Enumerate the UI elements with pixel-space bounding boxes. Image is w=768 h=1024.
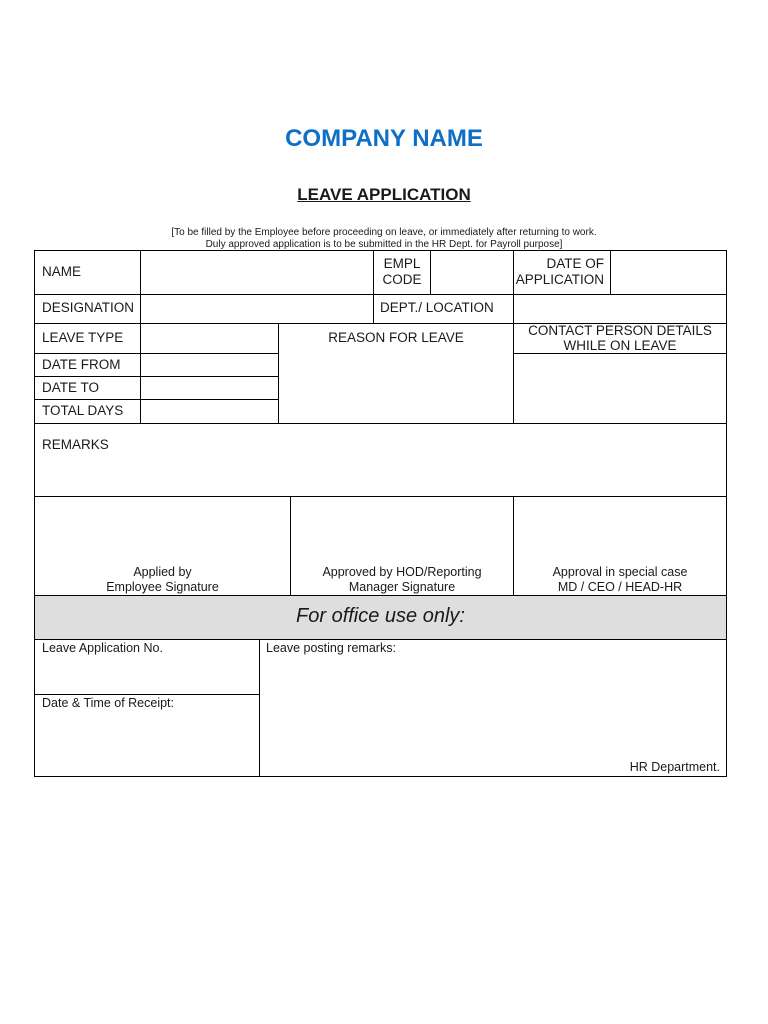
total-days-field[interactable] [141,400,278,423]
form-title: LEAVE APPLICATION [297,185,471,204]
date-of-application-field[interactable] [611,251,726,294]
designation-label: DESIGNATION [42,300,135,315]
name-field[interactable] [141,251,373,294]
total-days-label: TOTAL DAYS [42,403,124,418]
date-of-application-label-line1: DATE OF [546,256,604,271]
empl-code-field[interactable] [431,251,513,294]
office-use-heading: For office use only: [296,605,465,627]
special-approval-roles-label: MD / CEO / HEAD-HR [557,580,683,594]
empl-code-label-line1: EMPL [383,256,421,271]
remarks-label: REMARKS [42,437,109,452]
instruction-note-line2: Duly approved application is to be submitted in the HR Dept. for Payroll purpose] [205,239,563,250]
employee-signature-label: Employee Signature [106,580,219,594]
leave-posting-remarks-label: Leave posting remarks: [266,641,396,655]
contact-person-label-line1: CONTACT PERSON DETAILS [528,323,712,338]
leave-type-label: LEAVE TYPE [42,330,124,345]
instruction-note-line1: [To be filled by the Employee before proceeding on leave, or immediately after returning to work. [171,227,597,238]
approved-by-label: Approved by HOD/Reporting [322,565,482,579]
special-approval-label: Approval in special case [552,565,688,579]
leave-application-no-field[interactable] [35,658,259,694]
designation-field[interactable] [141,295,373,323]
empl-code-label-line2: CODE [382,272,422,287]
contact-person-field[interactable] [514,354,726,423]
leave-posting-remarks-field[interactable] [260,658,726,754]
date-to-field[interactable] [141,377,278,399]
date-time-receipt-label: Date & Time of Receipt: [42,696,175,710]
name-label: NAME [42,264,82,279]
reason-for-leave-label: REASON FOR LEAVE [328,330,464,345]
date-to-label: DATE TO [42,380,100,395]
date-from-field[interactable] [141,354,278,376]
leave-type-field[interactable] [141,324,278,353]
date-time-receipt-field[interactable] [35,712,259,776]
dept-location-label: DEPT./ LOCATION [380,300,494,315]
reason-for-leave-field[interactable] [279,354,513,423]
date-from-label: DATE FROM [42,357,121,372]
applied-by-label: Applied by [133,565,192,579]
date-of-application-label-line2: APPLICATION [515,272,604,287]
manager-signature-label: Manager Signature [348,580,456,594]
dept-location-field[interactable] [514,295,726,323]
contact-person-label-line2: WHILE ON LEAVE [563,338,677,353]
remarks-field[interactable] [35,455,726,496]
hr-department-label: HR Department. [629,760,720,774]
leave-application-no-label: Leave Application No. [42,641,163,655]
company-name: COMPANY NAME [285,125,483,152]
